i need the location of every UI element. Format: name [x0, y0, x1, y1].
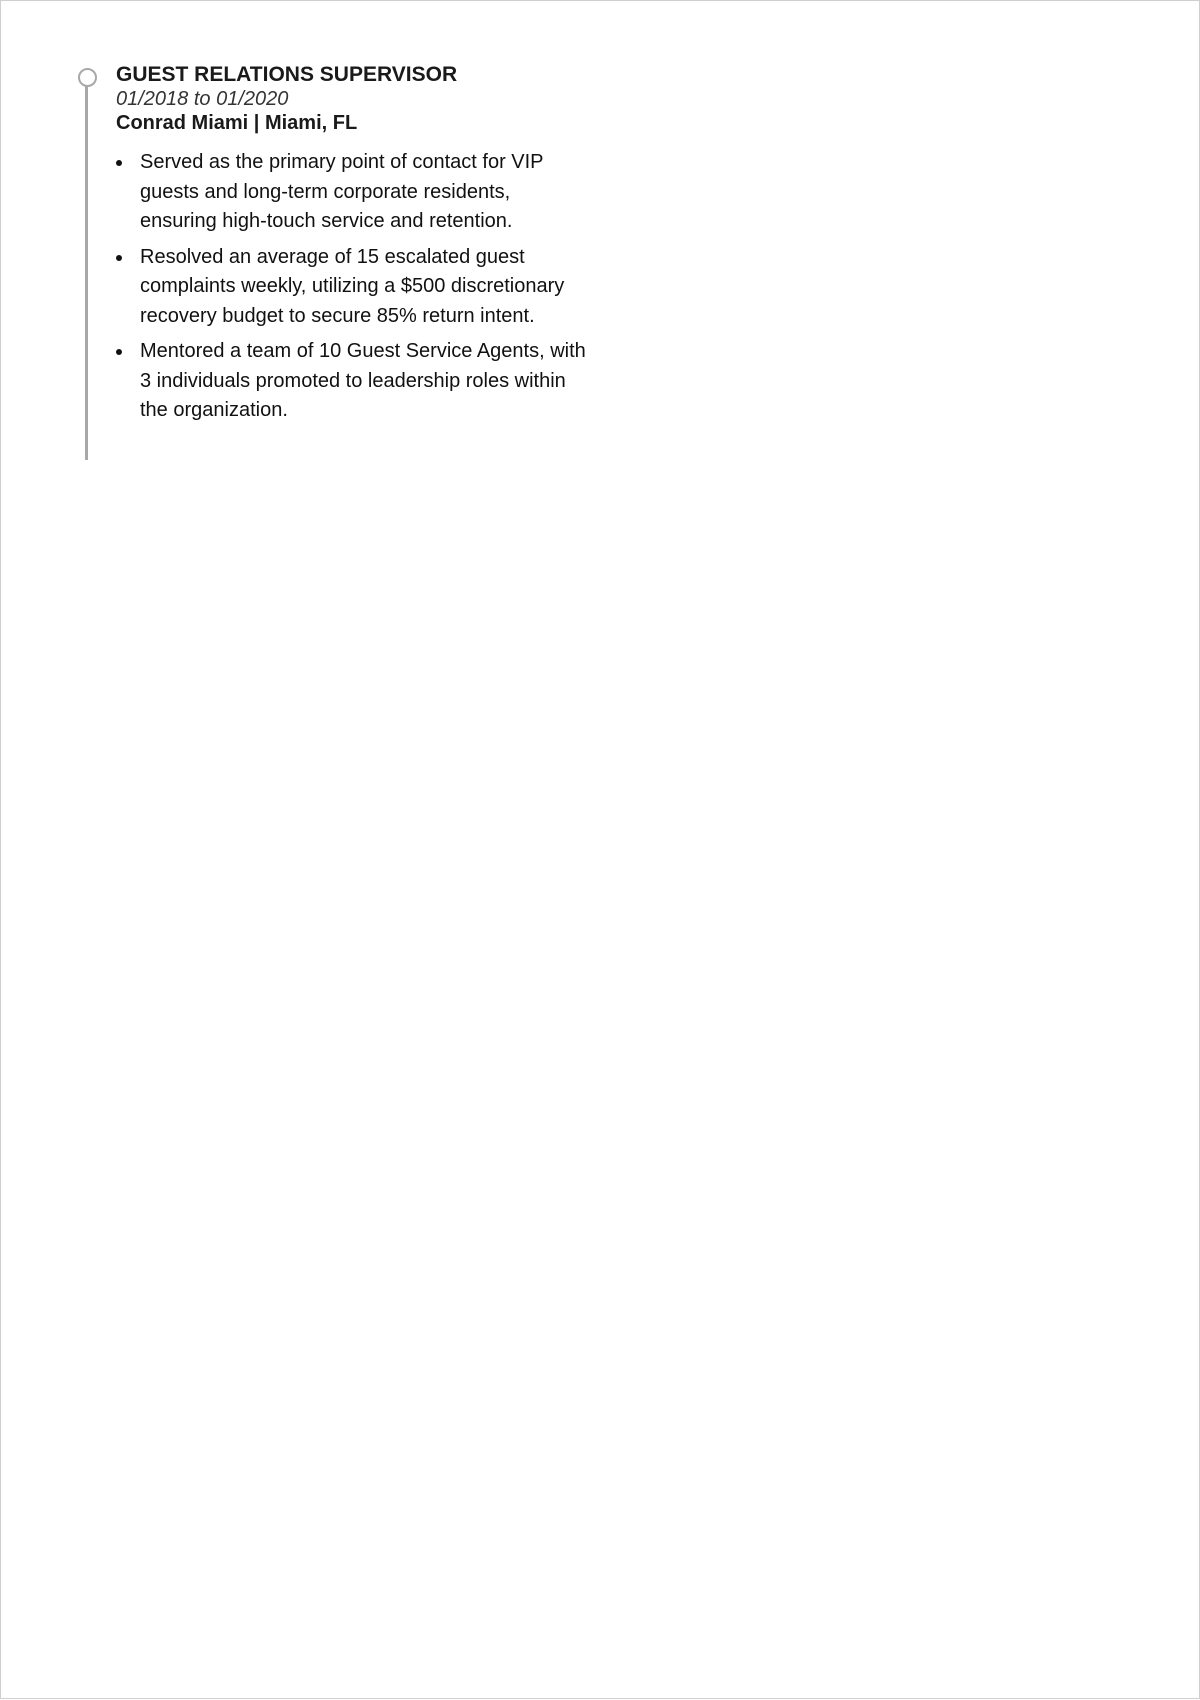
job-dates: 01/2018 to 01/2020	[116, 88, 289, 110]
circle-icon	[78, 68, 97, 87]
timeline-line	[85, 85, 88, 460]
list-item-text: Resolved an average of 15 escalated guest complaints weekly, utilizing a $500 discretionary recovery budget to secure 85% return intent.	[140, 245, 565, 327]
responsibility-list	[116, 148, 586, 426]
job-title: GUEST RELATIONS SUPERVISOR	[116, 63, 458, 86]
job-employer: Conrad Miami | Miami, FL	[116, 112, 358, 134]
bullet-dot-icon	[116, 160, 122, 166]
list-item-text: Served as the primary point of contact for VIP guests and long-term corporate residents, ensuring high-touch service and retention.	[140, 151, 544, 232]
list-item-text: Mentored a team of 10 Guest Service Agents, with 3 individuals promoted to leadership roles within the organization.	[140, 340, 586, 421]
list-item	[116, 337, 586, 426]
bullet-dot-icon	[116, 255, 122, 261]
experience-entry	[116, 62, 586, 432]
bullet-dot-icon	[116, 349, 122, 355]
list-item	[116, 243, 586, 332]
list-item	[116, 148, 586, 237]
